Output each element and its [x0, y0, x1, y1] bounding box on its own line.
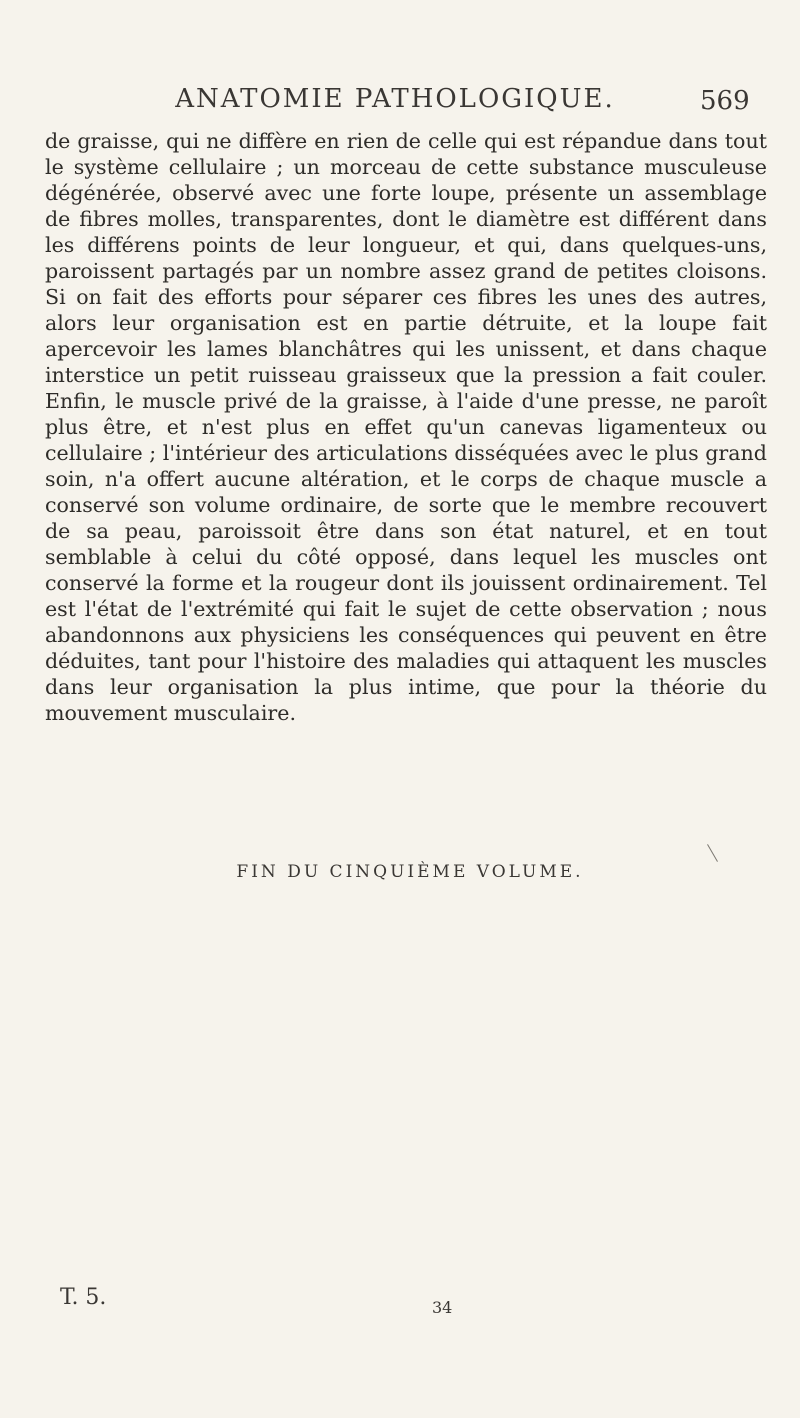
gathering-signature: 34: [432, 1298, 453, 1317]
end-of-volume-note: FIN DU CINQUIÈME VOLUME.: [236, 862, 584, 882]
page-number: 569: [700, 86, 750, 116]
body-text: [45, 128, 767, 726]
paragraph: de graisse, qui ne diffère en rien de celle qui est répandue dans tout le système cellulaire ; un morceau de cette substance musculeuse dégénérée, observé avec une forte loupe, présente un assemblage de fibres molles, transparentes, dont le diamètre est différent dans les différens points de leur longueur, et qui, dans quelques-uns, paroissent partagés par un nombre assez grand de petites cloisons. Si on fait des efforts pour séparer ces fibres les unes des autres, alors leur organisation est en partie détruite, et la loupe fait apercevoir les lames blanchâtres qui les unissent, et dans chaque interstice un petit ruisseau graisseux que la pression a fait couler. Enfin, le muscle privé de la graisse, à l'aide d'une presse, ne paroît plus être, et n'est plus en effet qu'un canevas ligamenteux ou cellulaire ; l'intérieur des articulations disséquées avec le plus grand soin, n'a offert aucune altération, et le corps de chaque muscle a conservé son volume ordinaire, de sorte que le membre recouvert de sa peau, paroissoit être dans son état naturel, et en tout semblable à celui du côté opposé, dans lequel les muscles ont conservé la forme et la rougeur dont ils jouissent ordinairement. Tel est l'état de l'extrémité qui fait le sujet de cette observation ; nous abandonnons aux physiciens les conséquences qui peuvent en être déduites, tant pour l'histoire des maladies qui attaquent les muscles dans leur organisation la plus intime, que pour la théorie du mouvement musculaire.: [45, 129, 767, 725]
volume-mark: T. 5.: [60, 1285, 107, 1310]
stray-mark: [707, 844, 718, 862]
running-title: ANATOMIE PATHOLOGIQUE.: [175, 84, 615, 114]
